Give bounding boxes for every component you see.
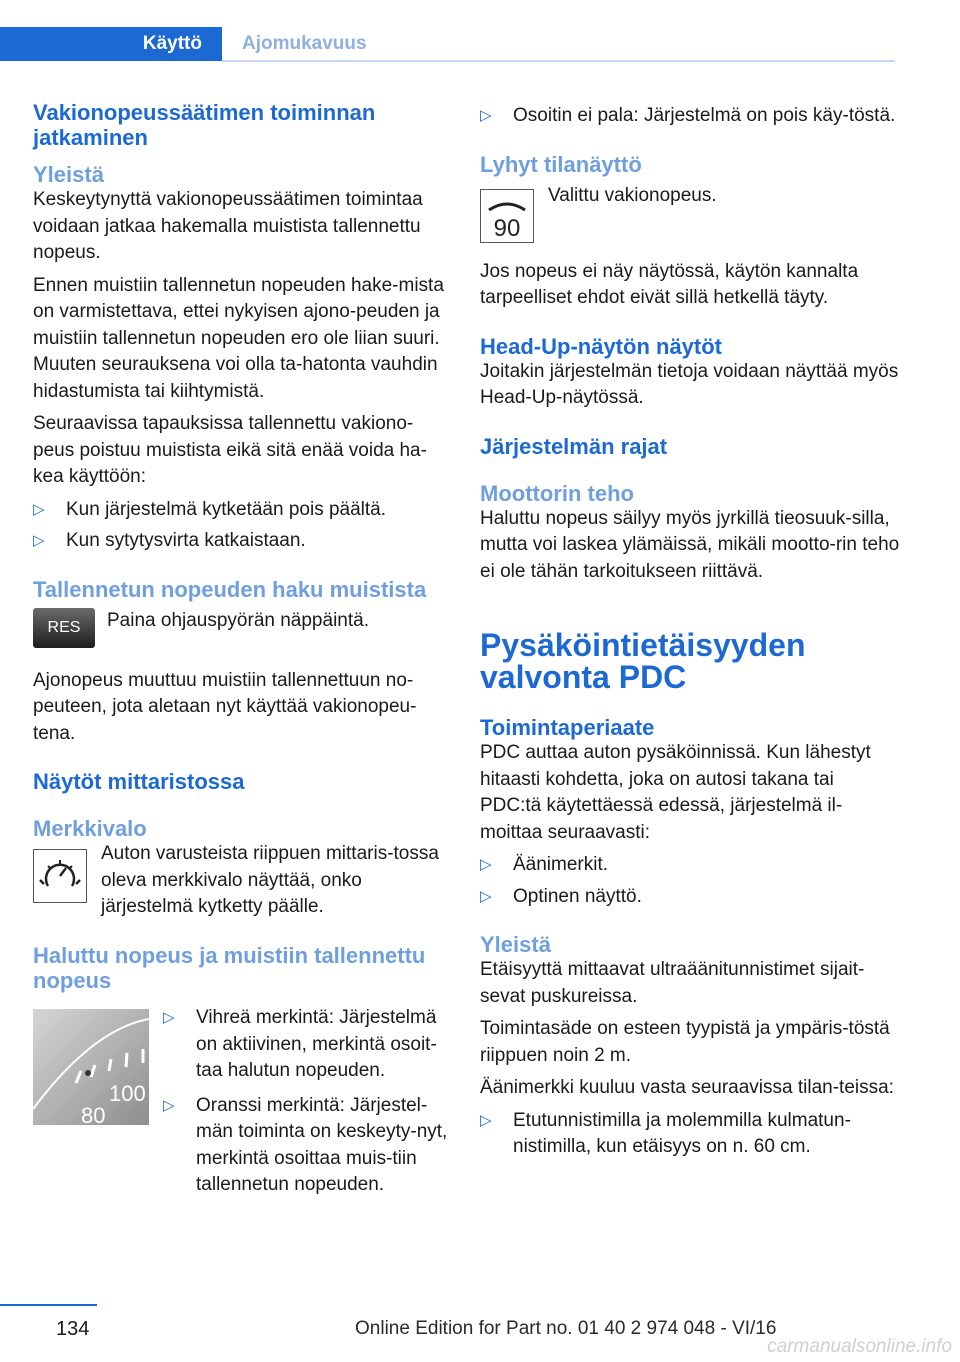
triangle-bullet-icon: ▷ <box>163 1096 175 1114</box>
res-instruction: Paina ohjauspyörän näppäintä. <box>107 609 369 631</box>
paragraph-sensors: Etäisyyttä mittaavat ultraäänitunnistimet sijait-sevat puskureissa. <box>480 959 865 1007</box>
heading-general-2: Yleistä <box>480 932 551 957</box>
paragraph-memory-cleared: Seuraavissa tapauksissa tallennettu vakiono-peus poistuu muistista eikä sitä enää voida ha-kea käyttöön: <box>33 413 427 487</box>
heading-brief-status: Lyhyt tilanäyttö <box>480 151 642 177</box>
list-indicator-off <box>480 103 900 130</box>
indicator-description: Auton varusteista riippuen mittaris-tossa oleva merkkivalo näyttää, onko järjestelmä kytketty päälle. <box>101 843 439 917</box>
list-item: ▷ Etutunnistimilla ja molemmilla kulmatun-nistimilla, kun etäisyys on n. 60 cm. <box>480 1109 851 1157</box>
paragraph-range: Toimintasäde on esteen tyypistä ja ympäris-töstä riippuen noin 2 m. <box>480 1018 890 1066</box>
online-edition-note: Online Edition for Part no. 01 40 2 974 048 - VI/16 <box>355 1318 777 1339</box>
header-rule <box>222 60 895 62</box>
heading-displays: Näytöt mittaristossa <box>33 769 245 794</box>
heading-hud: Head-Up-näytön näytöt <box>480 333 722 359</box>
brief-status-text: Valittu vakionopeus. <box>548 184 717 206</box>
paragraph-check-speed: Ennen muistiin tallennetun nopeuden hake-mista on varmistettava, ettei nykyisen ajono-peuden ja muistiin tallennetun nopeuden ero ole liian suuri. Muuten seurauksena voi olla ta-hatonta vauhdin hidastumista tai kiihtymistä. <box>33 274 444 402</box>
triangle-bullet-icon: ▷ <box>33 532 45 549</box>
speedometer-closeup-image <box>33 1009 149 1125</box>
triangle-bullet-icon: ▷ <box>163 1009 175 1026</box>
right-column <box>480 103 900 1161</box>
tab-kaytto[interactable]: Käyttö <box>0 27 222 61</box>
paragraph-continue: Keskeytynyttä vakionopeussäätimen toimintaa voidaan jatkaa hakemalla muistista tallennettu nopeus. <box>33 189 423 263</box>
footer-rule <box>0 1304 97 1306</box>
paragraph-principle: PDC auttaa auton pysäköinnissä. Kun lähestyt hitaasti kohdetta, joka on autosi takana tai PDC:tä käytettäessä edessä, järjestelmä il-moittaa seuraavasti: <box>480 742 871 843</box>
heading-desired-speed: Haluttu nopeus ja muistiin tallennettu nopeus <box>33 943 426 993</box>
speedometer-indicator-icon <box>33 849 87 903</box>
left-column <box>33 100 448 1199</box>
res-figure-row <box>33 608 448 656</box>
paragraph-speed-change: Ajonopeus muuttuu muistiin tallennettuun no-peuteen, jota aletaan nyt käyttää vakionopeu-tena. <box>33 669 417 744</box>
list-item: ▷ Osoitin ei pala: Järjestelmä on pois käy-töstä. <box>480 103 900 130</box>
triangle-bullet-icon: ▷ <box>33 500 45 518</box>
heading-engine-power: Moottorin teho <box>480 480 634 506</box>
heading-general: Yleistä <box>33 162 104 187</box>
heading-principle: Toimintaperiaate <box>480 715 655 740</box>
set-speed-value: 90 <box>493 214 521 242</box>
chapter-header <box>0 27 895 61</box>
heading-pdc: Pysäköintietäisyyden valvonta PDC <box>480 627 806 695</box>
paragraph-hud: Joitakin järjestelmän tietoja voidaan näyttää myös Head-Up-näytössä. <box>480 360 899 408</box>
list-item: ▷ Kun sytytysvirta katkaistaan. <box>33 528 448 555</box>
paragraph-audible: Äänimerkki kuuluu vasta seuraavissa tilan-teissa: <box>480 1077 894 1098</box>
list-item: ▷ Kun järjestelmä kytketään pois päältä. <box>33 497 448 524</box>
heading-limits: Järjestelmän rajat <box>480 433 668 459</box>
paragraph-engine-power: Haluttu nopeus säilyy myös jyrkillä tieosuuk-silla, mutta voi laskea ylämäissä, mikäli mootto-rin teho ei ole tähän tarkoitukseen riittävä. <box>480 507 900 582</box>
speedo-label-100: 100 <box>109 1081 146 1106</box>
watermark: carmanualsonline.info <box>767 1336 952 1357</box>
list-audible <box>480 1108 900 1161</box>
speedo-label-80: 80 <box>81 1103 106 1125</box>
list-item: ▷ Oranssi merkintä: Järjestel-män toiminta on keskeyty-nyt, merkintä osoittaa muis-tiin tallennetun nopeuden. <box>163 1094 448 1195</box>
heading-indicator: Merkkivalo <box>33 816 147 841</box>
triangle-bullet-icon: ▷ <box>480 1111 492 1129</box>
brief-status-row <box>480 183 900 247</box>
list-pdc-signals <box>480 852 900 910</box>
triangle-bullet-icon: ▷ <box>480 856 492 873</box>
page-number: 134 <box>56 1318 90 1340</box>
paragraph-speed-not-shown: Jos nopeus ei näy näytössä, käytön kannalta tarpeelliset ehdot eivät sillä hetkellä täyty. <box>480 260 859 308</box>
speedo-figure-row <box>33 1005 448 1199</box>
indicator-figure-row <box>33 841 448 921</box>
res-button-icon: RES <box>33 608 95 648</box>
triangle-bullet-icon: ▷ <box>480 887 492 905</box>
list-item: ▷ Optinen näyttö. <box>480 884 900 911</box>
heading-continue: Vakionopeussäätimen toiminnan jatkaminen <box>33 100 376 150</box>
list-memory-cleared <box>33 497 448 555</box>
list-item: ▷ Vihreä merkintä: Järjestelmä on aktiivinen, merkintä osoit-taa halutun nopeuden. <box>163 1007 437 1081</box>
list-item: ▷ Äänimerkit. <box>480 852 900 879</box>
triangle-bullet-icon: ▷ <box>480 107 492 124</box>
tab-ajomukavuus[interactable]: Ajomukavuus <box>242 33 367 54</box>
set-speed-90-icon <box>480 189 534 243</box>
list-speed-marks <box>163 1005 448 1199</box>
heading-recall: Tallennetun nopeuden haku muistista <box>33 576 427 602</box>
